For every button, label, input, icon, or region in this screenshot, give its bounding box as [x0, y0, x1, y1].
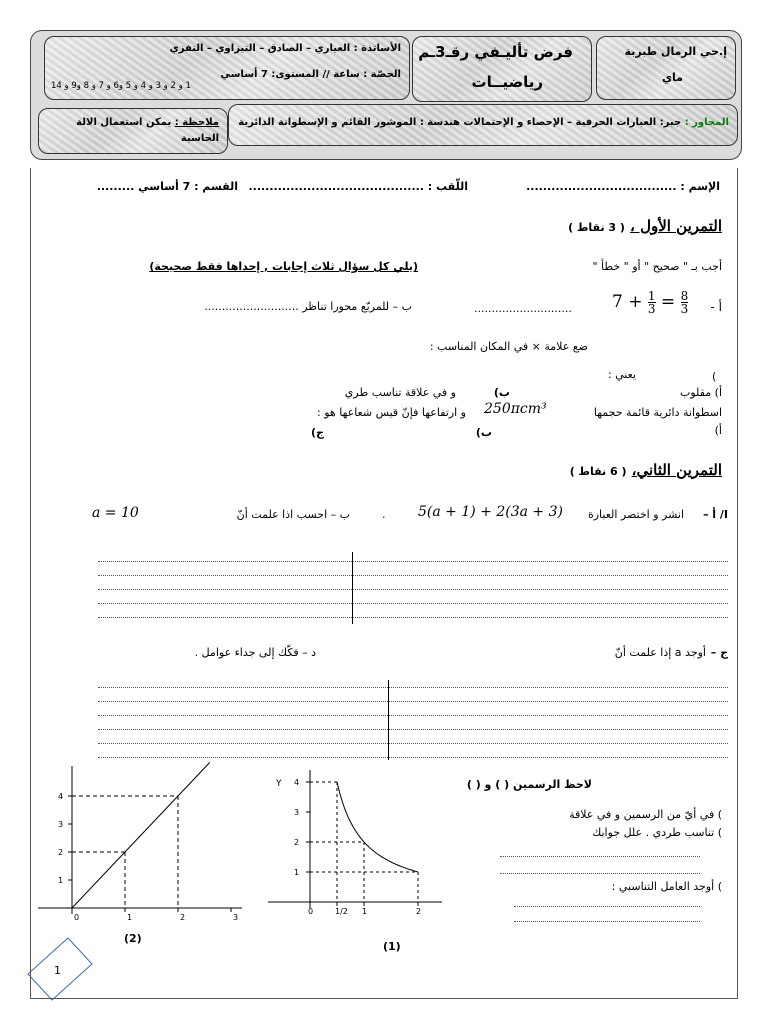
right-border [737, 168, 738, 998]
q1-paren: ( [712, 370, 717, 383]
ex1-item-b: ب – للمربّع محورا تناظر ........................... [204, 300, 412, 313]
y-tick-label: 1 [58, 876, 64, 885]
q2-option-a: أ) [714, 424, 722, 437]
q1-text: يعني : [607, 368, 636, 381]
q1-option-a: أ) مقلوب [680, 386, 722, 399]
graphs-answer-lines-2[interactable] [514, 894, 700, 922]
ex1-heading [568, 216, 722, 235]
answer-lines-1[interactable] [98, 548, 728, 618]
graphs-q1-text: في أيّ من الرسمين و في علاقة [569, 808, 715, 821]
topics-box [228, 104, 738, 146]
graph-2-label: (2) [124, 932, 142, 945]
note-text: يمكن استعمال الالة الحاسبة [76, 117, 219, 144]
q1-option-c: و في علاقة تناسب طري [344, 386, 456, 399]
answer-lines-2[interactable] [98, 674, 728, 758]
exam-title: فرض تأليـفي رقـ3ـم [418, 43, 573, 61]
answer-line[interactable] [98, 674, 728, 688]
x-tick-label: 2 [180, 913, 186, 922]
y-tick-label: 3 [294, 808, 300, 817]
ex1-title: التمرين الأول ، [630, 217, 722, 235]
y-tick-label: 1 [294, 868, 300, 877]
ex2-part-d: د – فكّك إلى جداء عوامل . [194, 646, 316, 659]
ex1-points: ( 3 نقاط ) [568, 221, 625, 234]
ex2-heading [570, 460, 722, 479]
answer-line[interactable] [98, 744, 728, 758]
series-curve [337, 782, 418, 872]
graphs-q1b-text: تناسب طردي . علل جوابك [592, 826, 715, 839]
ex1-instruction: أجب بـ " صحيح " أو " خطأ " [592, 260, 722, 273]
graphs-q1b: ) تناسب طردي . علل جوابك [592, 826, 722, 839]
graphs-observe: لاحظ الرسمين ( ) و ( ) [466, 778, 592, 791]
answer-line[interactable] [98, 716, 728, 730]
ex2-part-c-label: ج – [710, 646, 728, 659]
x-tick-label: 0 [308, 907, 314, 916]
graph-2 [30, 760, 250, 930]
q2-option-b: ب) [475, 426, 492, 439]
teachers-box [44, 36, 410, 100]
x-tick-label: 3 [233, 913, 239, 922]
ex1-instruction2: (يلي كل سؤال ثلاث إجابات , إحداها فقط صحيحة) [149, 260, 418, 273]
title-box [412, 36, 592, 102]
topics-text: جبر: العبارات الحرفية – الإحصاء و الإحتمالات هندسة : الموشور القائم و الإسطوانة الدائرية [238, 117, 685, 128]
y-tick-label: 4 [294, 778, 300, 787]
teachers: الأساتذة : العياري – الصادق – التيزاوي – النفزي [169, 43, 401, 54]
q2-text: اسطوانة دائرية قائمة حجمها [593, 406, 722, 419]
subject: رياضيــات [471, 73, 543, 91]
answer-line[interactable] [98, 604, 728, 618]
answer-line[interactable] [514, 907, 700, 922]
answer-line[interactable] [500, 857, 700, 874]
student-surname: اللّقب : .......................................... [248, 180, 468, 193]
ex2-expression: 5(a + 1) + 2(3a + 3) [418, 504, 563, 520]
note-label: ملاحظة : [174, 117, 219, 128]
ex2-part-b: ب – احسب اذا علمت أنّ [236, 508, 350, 521]
answer-line[interactable] [98, 730, 728, 744]
bottom-border [30, 998, 738, 999]
school-box [596, 36, 736, 100]
page-number: 1 [54, 964, 61, 977]
ex2-part1-label: I/ أ – [702, 508, 728, 521]
x-tick-label: 1/2 [335, 907, 348, 916]
q2-option-c: ج) [311, 426, 324, 439]
y-tick-label: 4 [58, 792, 64, 801]
month: ماي [661, 71, 683, 84]
ex1-item-a-dots: ............................ [474, 302, 572, 315]
student-name: الإسم : .................................... [526, 180, 720, 193]
q2-text2: و ارتفاعها فإنّ قيس شعاعها هو : [317, 406, 466, 419]
class-list: 1 و 2 و 3 و 4 و 5 و6 و 7 و 8 و9 و 14 [51, 81, 191, 91]
graph-1 [264, 764, 454, 934]
note-box [38, 108, 228, 154]
y-tick-label: 2 [58, 848, 64, 857]
ex2-dot: . [382, 508, 386, 521]
answer-line[interactable] [98, 688, 728, 702]
session-level: الحصّة : ساعة // المستوى: 7 أساسي [220, 69, 401, 80]
x-tick-label: 0 [74, 913, 80, 922]
x-tick-label: 1 [127, 913, 133, 922]
q2-volume: 250πcm³ [484, 401, 547, 417]
graphs-q2: ) أوجد العامل التناسبي : [611, 880, 722, 893]
x-tick-label: 1 [362, 907, 368, 916]
answer-line[interactable] [98, 702, 728, 716]
topics-label: المحاور : [684, 117, 729, 128]
answer-line[interactable] [514, 894, 700, 907]
ex1-item-a-label: أ - [710, 300, 722, 314]
school-name: إ.حي الرمال طبربة [624, 45, 727, 58]
ex2-part1-text: انشر و اختصر العبارة [587, 508, 684, 521]
graph-1-label: (1) [383, 940, 401, 953]
answer-line[interactable] [98, 548, 728, 562]
graphs-answer-lines[interactable] [500, 844, 700, 874]
answer-line[interactable] [98, 562, 728, 576]
ex1-mark-instruction: ضع علامة × في المكان المناسب : [429, 340, 588, 353]
divider-line [352, 552, 353, 624]
answer-line[interactable] [98, 590, 728, 604]
note [47, 115, 219, 147]
fraction-equation: 7 + $\frac{1}{3}$ = $\frac{8}{3}$ [612, 289, 689, 316]
answer-line[interactable] [500, 844, 700, 857]
ex2-points: ( 6 نقاط ) [569, 465, 627, 478]
y-axis-label: Y [276, 779, 282, 789]
left-border [30, 168, 31, 998]
x-tick-label: 2 [416, 907, 422, 916]
student-class: القسم : 7 أساسي ......... [96, 180, 238, 193]
q1-option-b: ب) [493, 386, 510, 399]
ex2-a-value: a = 10 [92, 505, 139, 521]
y-tick-label: 2 [294, 838, 300, 847]
ex2-part-c: أوجد a إذا علمت أنّ [614, 646, 706, 659]
graphs-q2-text: أوجد العامل التناسبي : [611, 880, 715, 893]
topics [238, 117, 729, 128]
answer-line[interactable] [98, 576, 728, 590]
graphs-q1: ) في أيّ من الرسمين و في علاقة [569, 808, 722, 821]
series-line [72, 762, 210, 908]
ex2-title: التمرين الثاني، [631, 461, 722, 479]
y-tick-label: 3 [58, 820, 64, 829]
divider-line [388, 680, 389, 760]
